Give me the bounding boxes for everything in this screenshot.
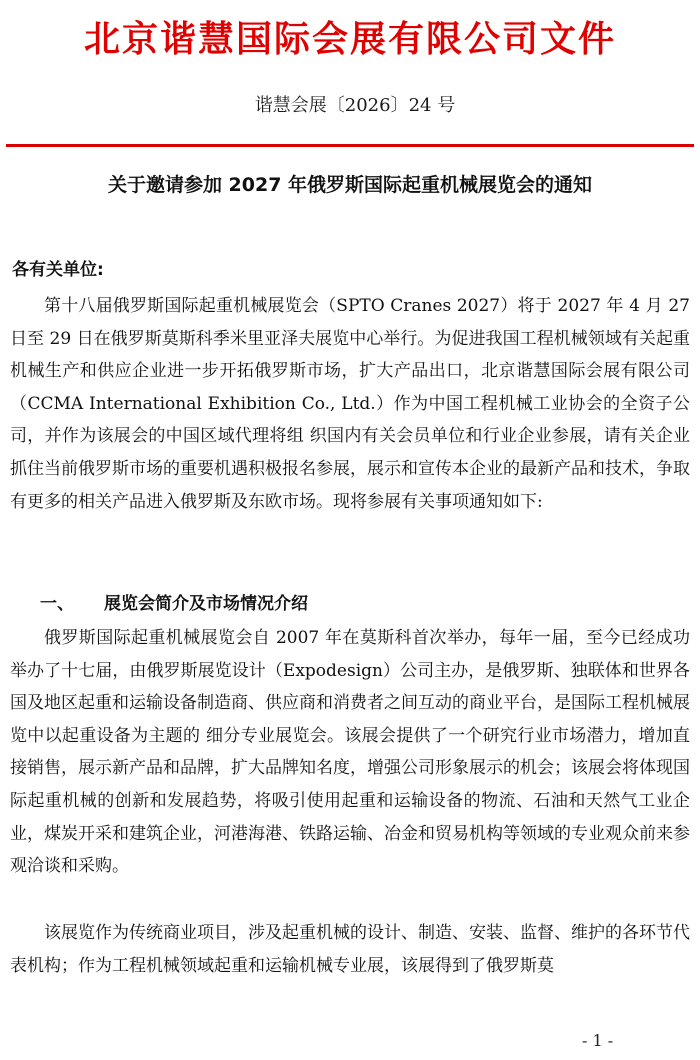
paragraph-exhibition-scope: 该展览作为传统商业项目，涉及起重机械的设计、制造、安装、监督、维护的各环节代表机构；作为工程机械领域起重和运输机械专业展，该展得到了俄罗斯莫 [10,923,690,976]
salutation: 各有关单位: [12,260,104,280]
paragraph-intro: 第十八届俄罗斯国际起重机械展览会（SPTO Cranes 2027）将于 2027 年 4 月 27 日至 29 日在俄罗斯莫斯科季米里亚泽夫展览中心举行。为促进我国工程机械领域有关起重机械生产和供应企业进一步开拓俄罗斯市场，扩大产品出口，北京谐慧国际会展有限公司（CCMA International Exhibition Co., Ltd.）作为中国工程机械工业协会的全资子公司，并作为该展会的中国区域代理将组 织国内有关会员单位和行业企业参展，请有关企业抓住当前俄罗斯市场的重要机遇积极报名参展，展示和宣传本企业的最新产品和技术，争取有更多的相关产品进入俄罗斯及东欧市场。现将参展有关事项通知如下: [10,296,690,512]
red-separator-line [6,144,694,147]
paragraph-exhibition-intro: 俄罗斯国际起重机械展览会自 2007 年在莫斯科首次举办，每年一届，至今已经成功举办了十七届，由俄罗斯展览设计（Expodesign）公司主办，是俄罗斯、独联体和世界各国及地区起重和运输设备制造商、供应商和消费者之间互动的商业平台，是国际工程机械展览中以起重设备为主题的 细分专业展览会。该展会提供了一个研究行业市场潜力，增加直接销售，展示新产品和品牌，扩大品牌知名度，增强公司形象展示的机会；该展会将体现国际起重机械的创新和发展趋势，将吸引使用起重和运输设备的物流、石油和天然气工业企业，煤炭开采和建筑企业，河港海港、铁路运输、冶金和贸易机构等领域的专业观众前来参观洽谈和采购。 [10,628,690,877]
document-header-title: 北京谐慧国际会展有限公司文件 [83,19,616,60]
document-number: 谐慧会展〔2026〕24 号 [254,95,456,116]
section-number: 一、 [40,594,74,614]
notice-title: 关于邀请参加 2027 年俄罗斯国际起重机械展览会的通知 [107,174,593,196]
section-heading [40,589,308,619]
page-number: - 1 - [582,1031,614,1050]
section-heading-text: 展览会简介及市场情况介绍 [104,594,308,614]
